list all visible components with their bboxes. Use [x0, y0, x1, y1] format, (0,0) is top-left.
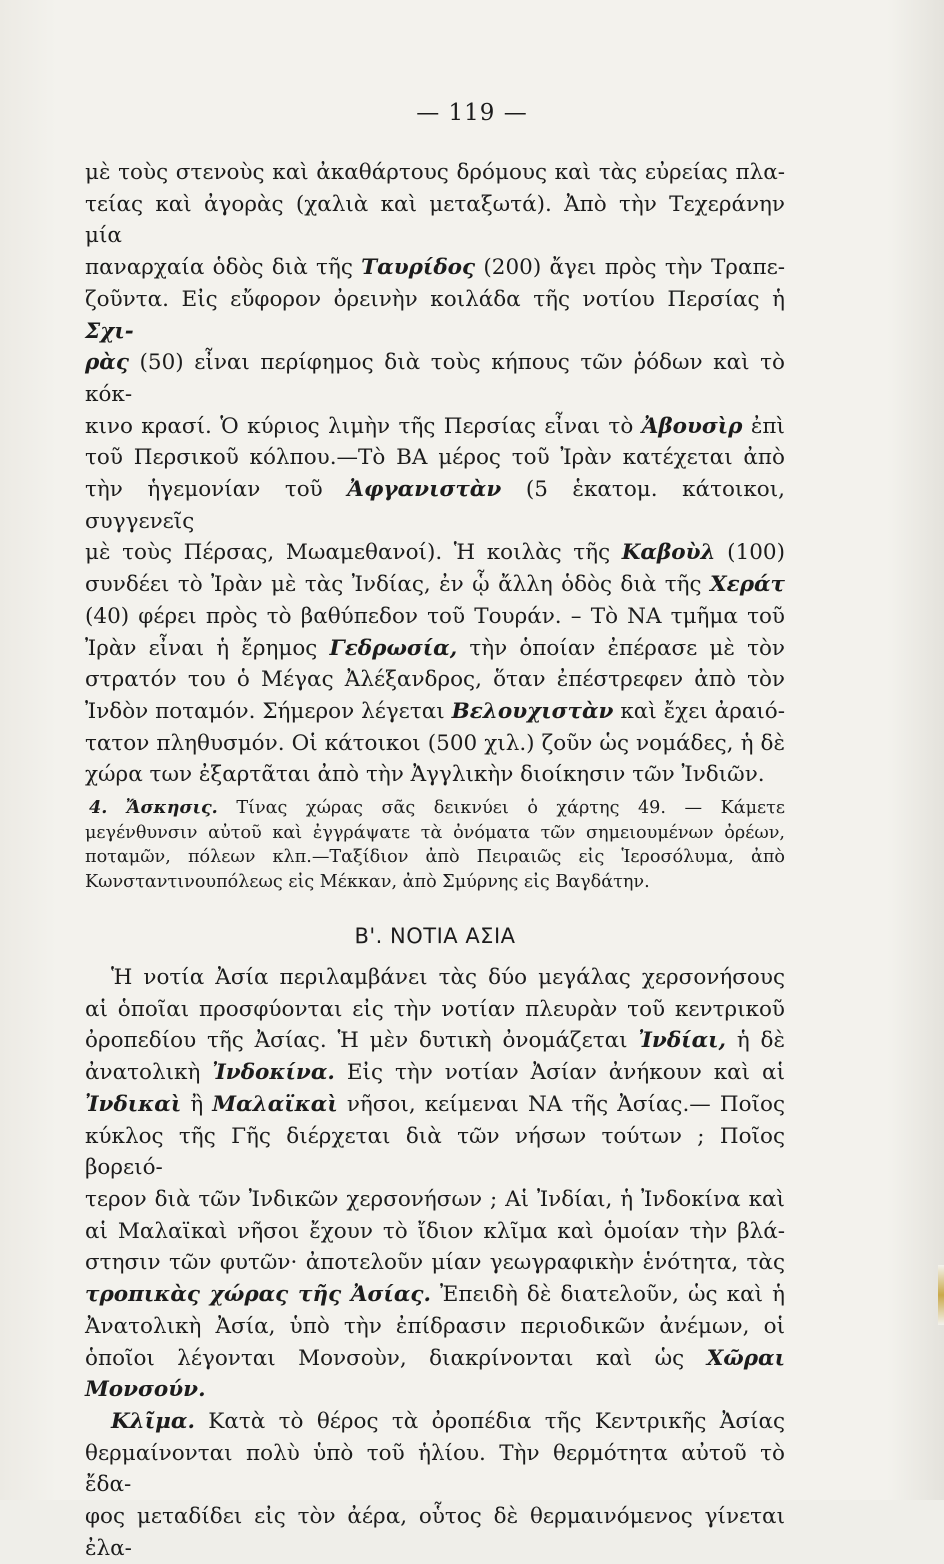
text-line: κύκλος τῆς Γῆς διέρχεται διὰ τῶν νήσων τούτων ; Ποῖος βορειό-	[85, 1123, 785, 1181]
text-line: φος μεταδίδει εἰς τὸν ἀέρα, οὗτος δὲ θερμαινόμενος γίνεται ἐλα-	[85, 1504, 785, 1561]
place-name: Ἰνδίαι,	[638, 1028, 727, 1054]
page-edge-mark	[938, 1265, 944, 1325]
text-line: τερον διὰ τῶν Ἰνδικῶν χερσονήσων ; Αἱ Ἰνδίαι, ἡ Ἰνδοκίνα καὶ	[85, 1186, 785, 1212]
text-line: ὀροπεδίου τῆς Ἀσίας. Ἡ μὲν δυτικὴ ὀνομάζεται Ἰνδίαι, ἡ δὲ	[85, 1028, 786, 1054]
text-line: αἱ Μαλαϊκαὶ νῆσοι ἔχουν τὸ ἴδιον κλῖμα καὶ ὁμοίαν τὴν βλά-	[85, 1218, 785, 1244]
paragraph-south-asia	[85, 962, 785, 1564]
text-line: ποταμῶν, πόλεων κλπ.—Ταξίδιον ἀπὸ Πειραιῶς εἰς Ἱεροσόλυμα, ἀπὸ	[85, 847, 785, 868]
text-line: ἀνατολικὴ Ἰνδοκίνα. Εἰς τὴν νοτίαν Ἀσίαν ἀνήκουν καὶ αἱ	[85, 1060, 786, 1086]
paragraph-persia	[85, 157, 785, 791]
place-name: Ἀβουσὶρ	[641, 413, 743, 439]
place-name: Σχι-	[85, 318, 134, 344]
subheading-climate: Κλῖμα.	[111, 1408, 195, 1434]
text-line: τατον πληθυσμόν. Οἱ κάτοικοι (500 χιλ.) ζοῦν ὡς νομάδες, ἡ δὲ	[85, 730, 785, 756]
text-line: τείας καὶ ἀγορὰς (χαλιὰ καὶ μεταξωτά). Ἀπὸ τὴν Τεχεράνην μία	[85, 191, 785, 249]
place-name: Βελουχιστὰν	[451, 698, 614, 724]
place-name: Ἰνδικαὶ	[85, 1091, 182, 1117]
text-line: τοῦ Περσικοῦ κόλπου.—Τὸ ΒΑ μέρος τοῦ Ἰρὰν κατέχεται ἀπὸ	[85, 445, 785, 471]
place-name: Μαλαϊκαὶ	[212, 1091, 338, 1117]
text-line: στησιν τῶν φυτῶν· ἀποτελοῦν μίαν γεωγραφικὴν ἑνότητα, τὰς	[85, 1250, 785, 1276]
text-line: θερμαίνονται πολὺ ὑπὸ τοῦ ἡλίου. Τὴν θερμότητα αὐτοῦ τὸ ἔδα-	[85, 1440, 785, 1498]
term: Χῶραι Μονσούν.	[85, 1345, 785, 1403]
text-line: Ἀνατολικὴ Ἀσία, ὑπὸ τὴν ἐπίδρασιν περιοδικῶν ἀνέμων, οἱ	[85, 1313, 785, 1339]
text-line: Ἰνδικαὶ ἢ Μαλαϊκαὶ νῆσοι, κείμεναι ΝΑ τῆς Ἀσίας.— Ποῖος	[85, 1091, 785, 1117]
page-body	[85, 157, 785, 1564]
exercise-number: 4.	[89, 797, 108, 819]
text-line: παναρχαία ὁδὸς διὰ τῆς Ταυρίδος (200) ἄγει πρὸς τὴν Τραπε-	[85, 255, 785, 281]
text-line: ρὰς (50) εἶναι περίφημος διὰ τοὺς κήπους τῶν ῥόδων καὶ τὸ κόκ-	[85, 350, 785, 407]
place-name: Χεράτ	[709, 572, 785, 598]
text-line: συνδέει τὸ Ἰρὰν μὲ τὰς Ἰνδίας, ἐν ᾧ ἄλλη ὁδὸς διὰ τῆς Χεράτ	[85, 572, 785, 598]
place-name: Ἰνδοκίνα.	[212, 1060, 335, 1086]
text-line: τροπικὰς χώρας τῆς Ἀσίας. Ἐπειδὴ δὲ διατελοῦν, ὡς καὶ ἡ	[85, 1282, 785, 1308]
text-line: ὁποῖοι λέγονται Μονσοὺν, διακρίνονται καὶ ὡς Χῶραι Μονσούν.	[85, 1345, 785, 1403]
place-name: Ταυρίδος	[361, 255, 476, 281]
place-name: Γεδρωσία,	[329, 635, 458, 661]
text-line: Κλῖμα. Κατὰ τὸ θέρος τὰ ὀροπέδια τῆς Κεντρικῆς Ἀσίας	[111, 1408, 785, 1434]
text-line: Κωνσταντινουπόλεως εἰς Μέκκαν, ἀπὸ Σμύρνης εἰς Βαγδάτην.	[85, 871, 650, 892]
text-line: Ἰνδὸν ποταμόν. Σήμερον λέγεται Βελουχιστὰν καὶ ἔχει ἀραιό-	[85, 698, 785, 724]
text-line: Ἰρὰν εἶναι ἡ ἔρημος Γεδρωσία, τὴν ὁποίαν ἐπέρασε μὲ τὸν	[85, 635, 785, 661]
text-line: τὴν ἡγεμονίαν τοῦ Ἀφγανιστὰν (5 ἑκατομ. κάτοικοι, συγγενεῖς	[85, 477, 785, 534]
text-line: (40) φέρει πρὸς τὸ βαθύπεδον τοῦ Τουράν. – Τὸ ΝΑ τμῆμα τοῦ	[85, 603, 785, 629]
exercise-block	[85, 796, 785, 894]
section-heading: Β'. ΝΟΤΙΑ ΑΣΙΑ	[354, 924, 516, 949]
page-number: — 119 —	[416, 100, 528, 126]
place-name: ρὰς	[85, 350, 129, 376]
text-line: Ἡ νοτία Ἀσία περιλαμβάνει τὰς δύο μεγάλας χερσονήσους	[111, 965, 785, 991]
text-line: κινο κρασί. Ὁ κύριος λιμὴν τῆς Περσίας εἶναι τὸ Ἀβουσὶρ ἐπὶ	[85, 413, 785, 439]
exercise-label: Ἄσκησις.	[125, 797, 218, 819]
text-line: ζοῦντα. Εἰς εὔφορον ὀρεινὴν κοιλάδα τῆς νοτίου Περσίας ἡ Σχι-	[85, 286, 785, 344]
text-line: στρατόν του ὁ Μέγας Ἀλέξανδρος, ὅταν ἐπέστρεφεν ἀπὸ τὸν	[85, 667, 785, 693]
text-line: μεγένθυνσιν αὐτοῦ καὶ ἐγγράψατε τὰ ὀνόματα τῶν σημειουμένων ὀρέων,	[85, 822, 785, 843]
place-name: Καβοὺλ	[621, 540, 716, 566]
place-name: Ἀφγανιστὰν	[347, 477, 502, 503]
text-line: 4. Ἄσκησις. Τίνας χώρας σᾶς δεικνύει ὁ χάρτης 49. — Κάμετε	[89, 797, 785, 819]
term: τροπικὰς χώρας τῆς Ἀσίας.	[85, 1282, 431, 1308]
text-line: αἱ ὁποῖαι προσφύονται εἰς τὴν νοτίαν πλευρὰν τοῦ κεντρικοῦ	[85, 996, 785, 1022]
text-line: μὲ τοὺς Πέρσας, Μωαμεθανοί). Ἡ κοιλὰς τῆς Καβοὺλ (100)	[85, 540, 785, 566]
text-line: χώρα των ἐξαρτᾶται ἀπὸ τὴν Ἀγγλικὴν διοίκησιν τῶν Ἰνδιῶν.	[85, 762, 765, 788]
text-line: μὲ τοὺς στενοὺς καὶ ἀκαθάρτους δρόμους καὶ τὰς εὐρείας πλα-	[85, 160, 785, 185]
